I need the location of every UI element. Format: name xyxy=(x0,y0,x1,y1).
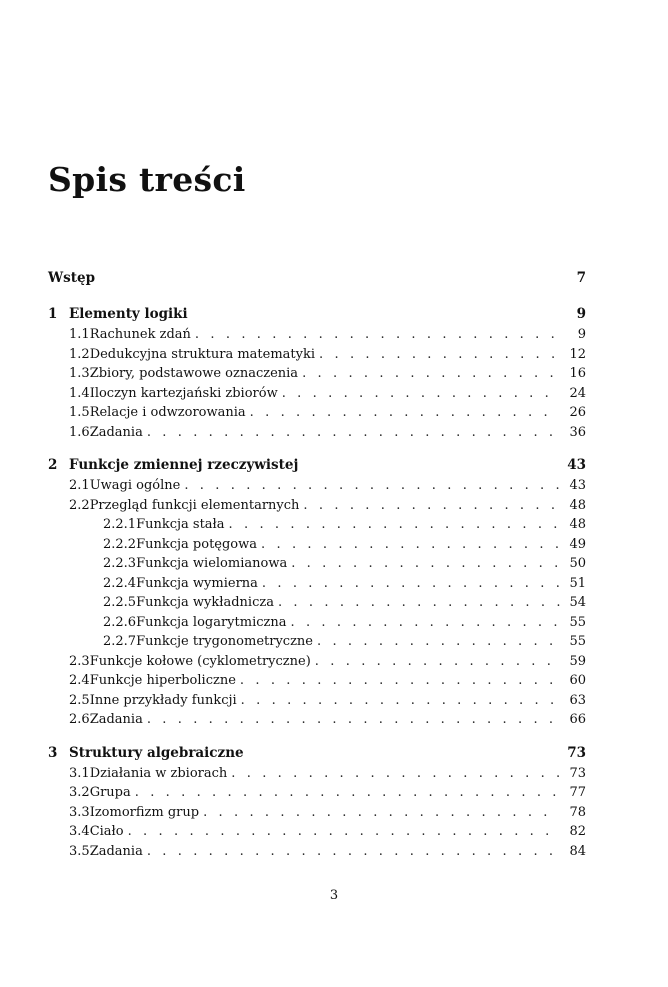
toc-section-1-2[interactable] xyxy=(48,347,586,367)
section-number: 3.4 xyxy=(69,824,90,839)
section-page: 12 xyxy=(569,346,586,362)
subsection-title: Funkcje trygonometryczne xyxy=(136,634,313,649)
section-page: 66 xyxy=(569,712,586,727)
leader-dots xyxy=(250,405,560,420)
chapter-title: Elementy logiki xyxy=(69,306,188,322)
leader-dots xyxy=(319,347,560,362)
leader-dots xyxy=(262,576,560,591)
toc-section-3-3[interactable] xyxy=(48,805,586,825)
leader-dots xyxy=(241,693,560,708)
toc-section-1-1[interactable] xyxy=(48,327,586,347)
leader-dots xyxy=(317,634,560,649)
section-page: 43 xyxy=(569,478,586,493)
section-title: Grupa xyxy=(89,785,131,800)
leader-dots xyxy=(195,327,560,342)
section-page: 36 xyxy=(569,424,586,440)
subsection-page: 55 xyxy=(569,634,586,649)
toc-subsection-2-2-2[interactable] xyxy=(48,537,586,557)
section-title: Funkcje hiperboliczne xyxy=(89,673,236,688)
toc-section-1-3[interactable] xyxy=(48,366,586,386)
section-page: 9 xyxy=(577,327,586,342)
leader-dots xyxy=(240,673,560,688)
subsection-page: 54 xyxy=(569,595,586,610)
toc-intro[interactable] xyxy=(48,270,586,291)
leader-dots xyxy=(282,386,560,401)
section-title: Zbiory, podstawowe oznaczenia xyxy=(89,366,299,381)
toc-chapter-1[interactable] xyxy=(48,306,586,327)
section-title: Dedukcyjna struktura matematyki xyxy=(89,346,316,362)
section-title: Funkcje kołowe (cyklometryczne) xyxy=(89,653,311,669)
leader-dots xyxy=(203,805,560,820)
section-number: 2.1 xyxy=(69,478,90,493)
subsection-number: 2.2.6 xyxy=(103,614,137,630)
page-title: Spis treści xyxy=(48,160,246,199)
section-title: Zadania xyxy=(89,843,143,859)
leader-dots xyxy=(147,844,560,859)
section-page: 73 xyxy=(569,765,586,781)
toc-section-3-1[interactable] xyxy=(48,766,586,786)
section-title: Uwagi ogólne xyxy=(89,478,181,493)
toc-section-2-6[interactable] xyxy=(48,712,586,732)
toc-section-1-6[interactable] xyxy=(48,425,586,445)
leader-dots xyxy=(147,425,560,440)
subsection-title: Funkcja potęgowa xyxy=(136,536,258,552)
leader-dots xyxy=(291,556,560,571)
subsection-number: 2.2.4 xyxy=(103,575,137,591)
chapter-page: 9 xyxy=(576,306,586,322)
toc-section-2-4[interactable] xyxy=(48,673,586,693)
subsection-number: 2.2.2 xyxy=(103,536,137,552)
subsection-page: 55 xyxy=(569,614,586,630)
toc-subsection-2-2-6[interactable] xyxy=(48,615,586,635)
section-number: 1.3 xyxy=(69,366,90,381)
section-title: Relacje i odwzorowania xyxy=(89,405,246,420)
section-number: 2.5 xyxy=(69,692,90,708)
chapter-title: Struktury algebraiczne xyxy=(69,744,244,761)
toc-section-2-3[interactable] xyxy=(48,654,586,674)
toc-section-3-2[interactable] xyxy=(48,785,586,805)
toc-section-1-4[interactable] xyxy=(48,386,586,406)
subsection-number: 2.2.3 xyxy=(103,556,137,571)
section-page: 48 xyxy=(569,497,586,513)
chapter-number: 3 xyxy=(48,744,58,761)
toc-subsection-2-2-4[interactable] xyxy=(48,576,586,596)
section-page: 82 xyxy=(569,824,586,839)
section-title: Zadania xyxy=(89,712,143,727)
toc-section-2-2[interactable] xyxy=(48,498,586,518)
section-number: 2.3 xyxy=(69,653,90,669)
leader-dots xyxy=(278,595,560,610)
section-page: 63 xyxy=(569,692,586,708)
section-title: Zadania xyxy=(89,424,143,440)
section-number: 3.2 xyxy=(69,785,90,800)
chapter-number: 1 xyxy=(48,306,58,322)
section-page: 77 xyxy=(569,785,586,800)
toc-intro-page: 7 xyxy=(576,270,586,286)
subsection-title: Funkcja stała xyxy=(136,517,225,532)
leader-dots xyxy=(261,537,560,552)
subsection-page: 50 xyxy=(569,556,586,571)
section-title: Inne przykłady funkcji xyxy=(89,692,237,708)
section-title: Działania w zbiorach xyxy=(89,765,228,781)
section-page: 26 xyxy=(569,405,586,420)
subsection-page: 48 xyxy=(569,517,586,532)
section-number: 2.2 xyxy=(69,497,90,513)
toc-section-3-4[interactable] xyxy=(48,824,586,844)
toc-subsection-2-2-1[interactable] xyxy=(48,517,586,537)
section-page: 78 xyxy=(569,804,586,820)
subsection-page: 51 xyxy=(569,575,586,591)
section-title: Izomorfizm grup xyxy=(89,804,200,820)
leader-dots xyxy=(302,366,560,381)
toc-section-3-5[interactable] xyxy=(48,844,586,864)
leader-dots xyxy=(147,712,560,727)
chapter-number: 2 xyxy=(48,457,58,473)
leader-dots xyxy=(231,766,560,781)
toc-subsection-2-2-7[interactable] xyxy=(48,634,586,654)
toc-subsection-2-2-3[interactable] xyxy=(48,556,586,576)
subsection-title: Funkcja wymierna xyxy=(136,575,258,591)
section-title: Przegląd funkcji elementarnych xyxy=(89,497,300,513)
subsection-number: 2.2.7 xyxy=(103,634,137,649)
section-title: Iloczyn kartezjański zbiorów xyxy=(89,385,278,401)
leader-dots xyxy=(315,654,560,669)
leader-dots xyxy=(291,615,561,630)
subsection-page: 49 xyxy=(569,536,586,552)
section-title: Rachunek zdań xyxy=(89,327,191,342)
section-page: 59 xyxy=(569,653,586,669)
toc-chapter-3[interactable] xyxy=(48,745,586,766)
section-title: Ciało xyxy=(89,824,124,839)
section-number: 3.3 xyxy=(69,804,90,820)
section-page: 84 xyxy=(569,843,586,859)
subsection-number: 2.2.1 xyxy=(103,517,137,532)
section-page: 16 xyxy=(569,366,586,381)
toc-section-2-5[interactable] xyxy=(48,693,586,713)
section-number: 1.2 xyxy=(69,346,90,362)
section-number: 1.5 xyxy=(69,405,90,420)
toc-section-1-5[interactable] xyxy=(48,405,586,425)
toc-section-2-1[interactable] xyxy=(48,478,586,498)
section-page: 24 xyxy=(569,385,586,401)
leader-dots xyxy=(135,785,560,800)
subsection-number: 2.2.5 xyxy=(103,595,137,610)
leader-dots xyxy=(128,824,560,839)
toc-intro-label: Wstęp xyxy=(48,270,96,286)
subsection-title: Funkcja wykładnicza xyxy=(136,595,274,610)
section-number: 2.6 xyxy=(69,712,90,727)
leader-dots xyxy=(184,478,560,493)
toc-subsection-2-2-5[interactable] xyxy=(48,595,586,615)
section-number: 1.1 xyxy=(69,327,90,342)
section-number: 3.1 xyxy=(69,765,90,781)
subsection-title: Funkcja logarytmiczna xyxy=(136,614,287,630)
section-page: 60 xyxy=(569,673,586,688)
section-number: 2.4 xyxy=(69,673,90,688)
section-number: 1.4 xyxy=(69,385,90,401)
toc-chapter-2[interactable] xyxy=(48,457,586,478)
page-number: 3 xyxy=(329,888,339,903)
section-number: 1.6 xyxy=(69,424,90,440)
chapter-title: Funkcje zmiennej rzeczywistej xyxy=(69,457,299,473)
chapter-page: 43 xyxy=(567,457,586,473)
subsection-title: Funkcja wielomianowa xyxy=(136,556,288,571)
leader-dots xyxy=(229,517,560,532)
table-of-contents xyxy=(48,270,586,863)
chapter-page: 73 xyxy=(567,744,586,761)
leader-dots xyxy=(303,498,560,513)
section-number: 3.5 xyxy=(69,843,90,859)
